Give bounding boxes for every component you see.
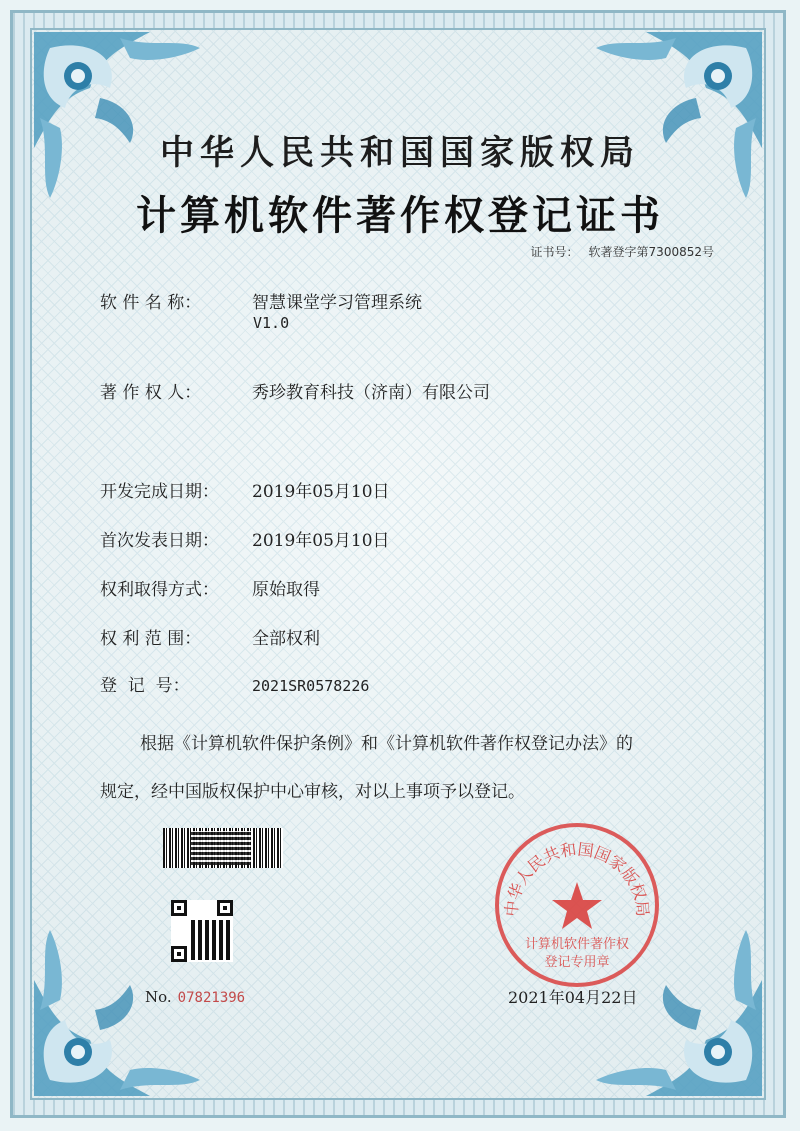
qr-code (171, 900, 233, 962)
acquire-way-value: 原始取得 (252, 580, 320, 600)
seal-outer-text: 中华人民共和国国家版权局 (501, 839, 653, 918)
copyright-owner-label: 著 作 权 人： (100, 383, 202, 403)
dev-date-label: 开发完成日期： (100, 482, 219, 502)
official-seal (492, 820, 662, 990)
dev-date-value: 2019年05月10日 (252, 482, 390, 502)
issue-date (508, 985, 637, 1008)
cert-no-value: 软著登字第7300852号 (588, 245, 714, 259)
rights-scope-value: 全部权利 (252, 629, 320, 649)
field-dev-date (100, 477, 390, 502)
seal-star-icon (552, 882, 602, 929)
serial-label: No. (145, 988, 172, 1006)
serial-value: 07821396 (177, 990, 246, 1006)
registration-number-label: 登 记 号： (100, 676, 190, 696)
rights-scope-label: 权 利 范 围： (100, 629, 202, 649)
acquire-way-label: 权利取得方式： (100, 580, 219, 600)
issue-date-value: 2021年04月22日 (508, 988, 638, 1007)
barcode (163, 828, 283, 868)
field-copyright-owner (100, 378, 490, 403)
publish-date-label: 首次发表日期： (100, 531, 219, 551)
serial-number (145, 988, 245, 1006)
seal-inner-line-1: 计算机软件著作权 (524, 937, 630, 952)
field-publish-date (100, 526, 390, 551)
cert-no-label: 证书号： (530, 245, 579, 259)
statement-line-1: 根据《计算机软件保护条例》和《计算机软件著作权登记办法》的 (140, 734, 633, 754)
field-rights-scope (100, 624, 320, 649)
field-software-name (100, 288, 422, 313)
copyright-owner-value: 秀珍教育科技（济南）有限公司 (252, 383, 490, 403)
software-version: V1.0 (253, 314, 290, 332)
certificate-title: 计算机软件著作权登记证书 (136, 192, 664, 239)
certificate-number (531, 243, 714, 260)
software-name-value: 智慧课堂学习管理系统 (252, 293, 422, 313)
statement-line-2: 规定，经中国版权保护中心审核，对以上事项予以登记。 (100, 782, 525, 802)
seal-inner-line-2: 登记专用章 (544, 955, 610, 970)
authority-title: 中华人民共和国国家版权局 (160, 133, 640, 173)
publish-date-value: 2019年05月10日 (252, 531, 390, 551)
field-acquire-way (100, 575, 320, 600)
registration-number-value: 2021SR0578226 (252, 677, 370, 695)
field-registration-number (100, 671, 369, 696)
software-name-label: 软 件 名 称： (100, 293, 202, 313)
registration-statement (100, 720, 740, 816)
